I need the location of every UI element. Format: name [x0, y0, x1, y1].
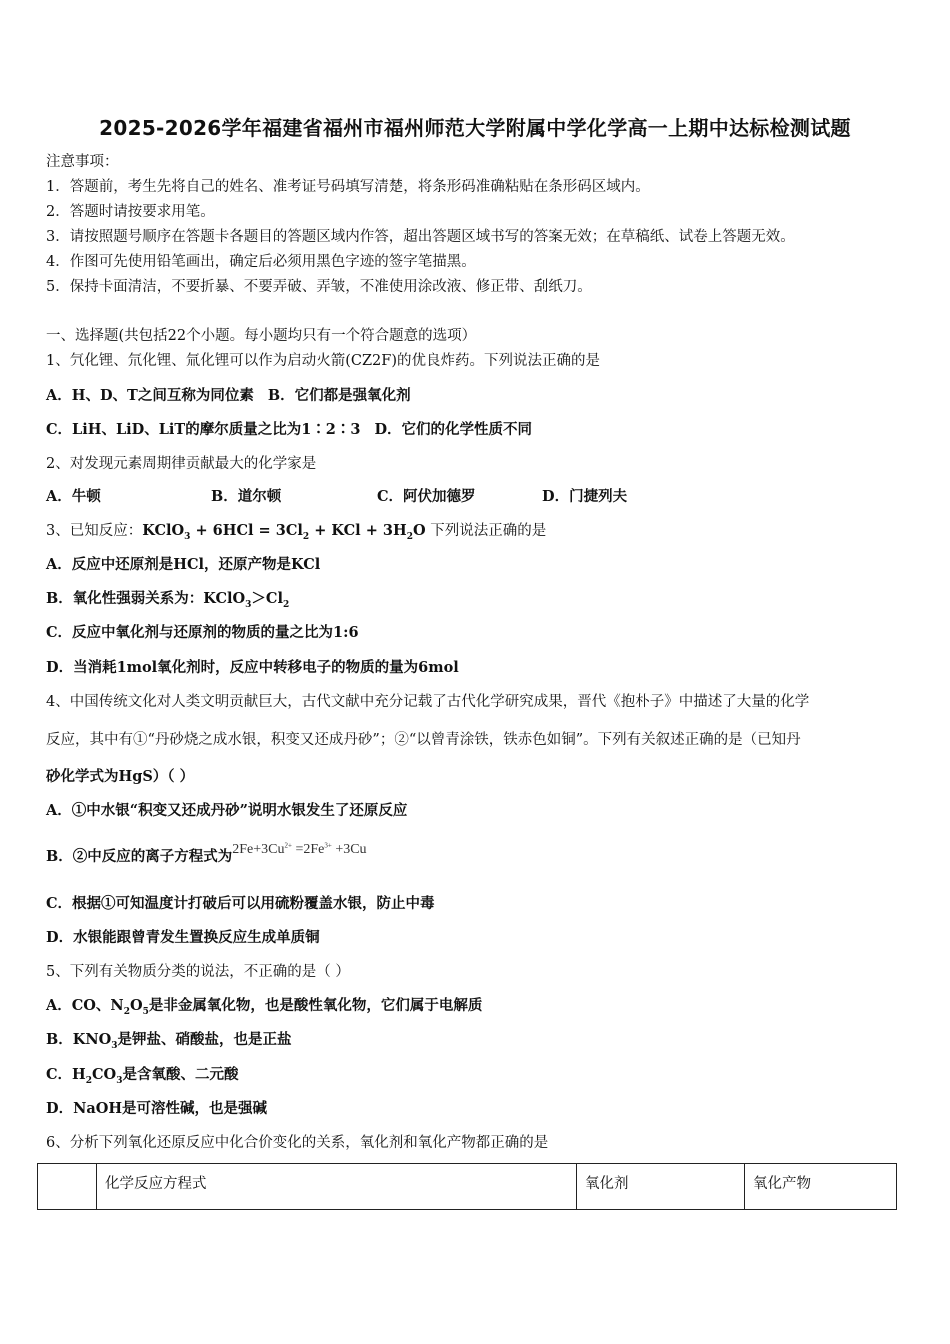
q4-stem-line-1: 4、中国传统文化对人类文明贡献巨大，古代文献中充分记载了古代化学研究成果，晋代《抱朴子》中描述了大量的化学 — [46, 694, 810, 710]
q3-option-b: B．氧化性强弱关系为：$KClO_3>Cl_2$ — [46, 590, 290, 610]
notice-item-4: 4．作图可先使用铅笔画出，确定后必须用黑色字迹的签字笔描黑。 — [46, 254, 476, 270]
q3-option-a: A．反应中还原剂是HCl，还原产物是KCl — [46, 556, 321, 573]
q2-option-a: A．牛顿 — [46, 488, 101, 505]
q4-stem-line-2: 反应，其中有①“丹砂烧之成水银，积变又还成丹砂”；②“以曾青涂铁，铁赤色如铜”。下列有关叙述正确的是（已知丹 — [46, 732, 801, 748]
q5-stem: 5、下列有关物质分类的说法，不正确的是（ ） — [46, 964, 350, 980]
notice-item-3: 3．请按照题号顺序在答题卡各题目的答题区域内作答，超出答题区域书写的答案无效；在草稿纸、试卷上答题无效。 — [46, 229, 795, 245]
q4-option-b: B．②中反应的离子方程式为$2Fe+3Cu^{2+} =2Fe^{3+} +3Cu$ — [46, 841, 367, 865]
q4-option-c: C．根据①可知温度计打破后可以用硫粉覆盖水银，防止中毒 — [46, 895, 435, 912]
q1-option-d: D．它们的化学性质不同 — [374, 421, 533, 438]
q1-options-ab — [46, 386, 411, 406]
page-title: 2025-2026学年福建省福州市福州师范大学附属中学化学高一上期中达标检测试题 — [99, 116, 851, 140]
q3-stem: 3、已知反应：KClO$_3$ + $6HCl = 3Cl_2$ + KCl + $3H_2O$ 下列说法正确的是 — [46, 522, 547, 542]
q2-option-b: B．道尔顿 — [211, 488, 282, 505]
notice-item-1: 1．答题前，考生先将自己的姓名、准考证号码填写清楚，将条形码准确粘贴在条形码区域内。 — [46, 179, 650, 195]
notice-heading: 注意事项： — [46, 154, 119, 170]
q3-option-d: D．当消耗1mol氧化剂时，反应中转移电子的物质的量为6mol — [46, 659, 459, 676]
q2-option-c: C．阿伏加德罗 — [377, 488, 476, 505]
q2-options — [46, 487, 846, 507]
q6-stem: 6、分析下列氧化还原反应中化合价变化的关系，氧化剂和氧化产物都正确的是 — [46, 1135, 549, 1151]
q1-option-c: C．LiH、LiD、LiT的摩尔质量之比为1∶2∶3 — [46, 421, 361, 438]
q1-options-cd — [46, 420, 532, 440]
q5-option-d: D．NaOH是可溶性碱，也是强碱 — [46, 1100, 268, 1117]
q4-option-a: A．①中水银“积变又还成丹砂”说明水银发生了还原反应 — [46, 802, 408, 819]
ionic-equation: $2Fe+3Cu^{2+} =2Fe^{3+} +3Cu$ — [232, 841, 367, 857]
q1-option-b: B．它们都是强氧化剂 — [267, 387, 411, 404]
notice-item-5: 5．保持卡面清洁，不要折暴、不要弄破、弄皱，不准使用涂改液、修正带、刮纸刀。 — [46, 279, 592, 295]
table-header-cell: 氧化产物 — [745, 1164, 897, 1210]
q2-option-d: D．门捷列夫 — [542, 488, 628, 505]
q5-option-a: A．CO、$N_2O_5$是非金属氧化物，也是酸性氧化物，它们属于电解质 — [46, 997, 483, 1017]
section-heading: 一、选择题(共包括22个小题。每小题均只有一个符合题意的选项） — [46, 328, 477, 344]
table-row — [38, 1164, 897, 1210]
q3-option-c: C．反应中氧化剂与还原剂的物质的量之比为1:6 — [46, 624, 359, 641]
notice-item-2: 2．答题时请按要求用笔。 — [46, 204, 215, 220]
q6-table — [37, 1163, 897, 1210]
q4-option-d: D．水银能跟曾青发生置换反应生成单质铜 — [46, 929, 320, 946]
q5-option-b: B．$KNO_3$是钾盐、硝酸盐，也是正盐 — [46, 1031, 292, 1051]
table-header-cell: 化学反应方程式 — [97, 1164, 577, 1210]
table-header-cell: 氧化剂 — [577, 1164, 745, 1210]
q1-option-a: A．H、D、T之间互称为同位素 — [46, 387, 254, 404]
q5-option-c: C．$H_2CO_3$是含氧酸、二元酸 — [46, 1066, 239, 1086]
q4-stem-line-3: 砂化学式为HgS）（ ） — [46, 768, 195, 785]
q1-stem: 1、氕化锂、氘化锂、氚化锂可以作为启动火箭(CZ2F)的优良炸药。下列说法正确的是 — [46, 353, 600, 369]
table-header-cell — [38, 1164, 97, 1210]
q2-stem: 2、对发现元素周期律贡献最大的化学家是 — [46, 456, 317, 472]
